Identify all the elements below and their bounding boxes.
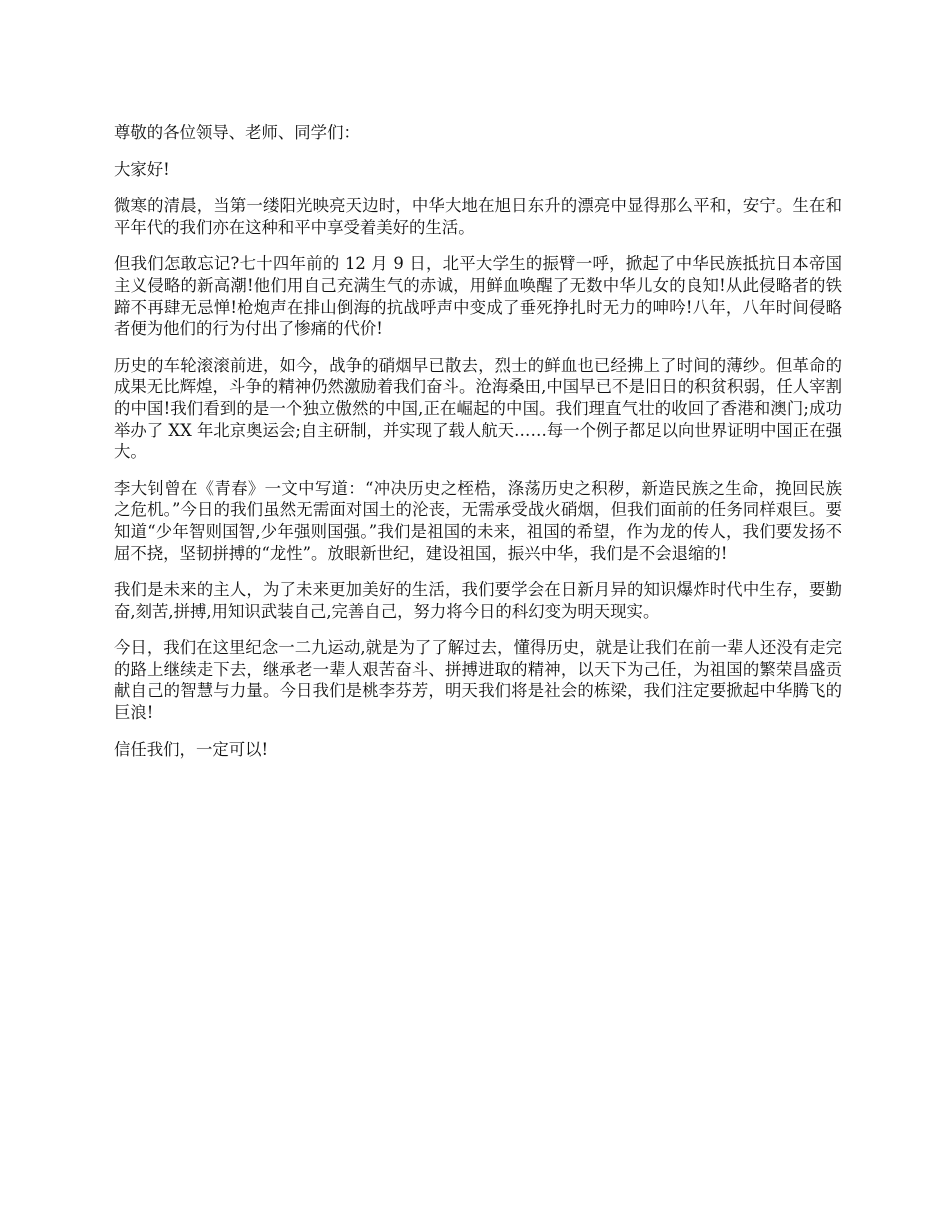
paragraph-history: 但我们怎敢忘记?七十四年前的 12 月 9 日，北平大学生的振臂一呼，掀起了中华民族抵抗日本帝国主义侵略的新高潮!他们用自己充满生气的赤诚，用鲜血唤醒了无数中华儿女的良知!从此侵略者的铁蹄不再肆无忌惮!枪炮声在排山倒海的抗战呼声中变成了垂死挣扎时无力的呻吟!八年，八年时间侵略者便为他们的行为付出了惨痛的代价! <box>114 254 842 339</box>
paragraph-morning: 微寒的清晨，当第一缕阳光映亮天边时，中华大地在旭日东升的漂亮中显得那么平和，安宁。生在和平年代的我们亦在这种和平中享受着美好的生活。 <box>114 196 842 237</box>
document-body <box>114 122 842 775</box>
paragraph-commemoration: 今日，我们在这里纪念一二九运动,就是为了了解过去，懂得历史，就是让我们在前一辈人还没有走完的路上继续走下去，继承老一辈人艰苦奋斗、拼搏进取的精神，以天下为己任，为祖国的繁荣昌盛贡献自己的智慧与力量。今日我们是桃李芬芳，明天我们将是社会的栋梁，我们注定要掀起中华腾飞的巨浪! <box>114 638 842 723</box>
salutation: 尊敬的各位领导、老师、同学们： <box>114 123 360 142</box>
paragraph-quote: 李大钊曾在《青春》一文中写道：“冲决历史之桎梏，涤荡历史之积秽，新造民族之生命，挽回民族之危机。”今日的我们虽然无需面对国土的沦丧，无需承受战火硝烟，但我们面前的任务同样艰巨。要知道“少年智则国智,少年强则国强。”我们是祖国的未来，祖国的希望，作为龙的传人，我们要发扬不屈不挠，坚韧拼搏的“龙性”。放眼新世纪，建设祖国，振兴中华，我们是不会退缩的! <box>114 478 842 563</box>
paragraph-progress: 历史的车轮滚滚前进，如今，战争的硝烟早已散去，烈士的鲜血也已经拂上了时间的薄纱。但革命的成果无比辉煌，斗争的精神仍然激励着我们奋斗。沧海桑田,中国早已不是旧日的积贫积弱，任人宰割的中国!我们看到的是一个独立傲然的中国,正在崛起的中国。我们理直气壮的收回了香港和澳门;成功举办了 XX 年北京奥运会;自主研制，并实现了载人航天……每一个例子都足以向世界证明中国正在强大。 <box>114 355 842 462</box>
greeting: 大家好! <box>114 159 170 179</box>
paragraph-future: 我们是未来的主人，为了未来更加美好的生活，我们要学会在日新月异的知识爆炸时代中生存，要勤奋,刻苦,拼搏,用知识武装自己,完善自己，努力将今日的科幻变为明天现实。 <box>114 580 842 621</box>
closing-line: 信任我们，一定可以! <box>114 739 269 759</box>
